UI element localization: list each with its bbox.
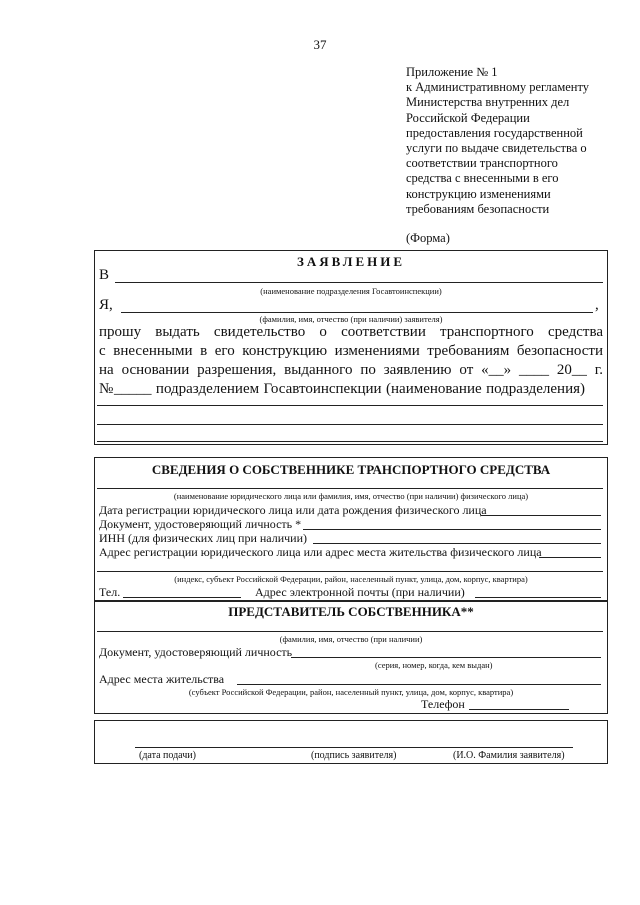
rep-phone-label: Телефон [421,697,465,711]
owner-reg-date-field[interactable] [481,515,601,516]
owner-section [94,457,608,602]
subdivision-field-line[interactable] [97,441,603,442]
rep-name-hint: (фамилия, имя, отчество (при наличии) [279,634,423,644]
owner-title: СВЕДЕНИЯ О СОБСТВЕННИКЕ ТРАНСПОРТНОГО СРЕДСТВА [151,462,551,477]
page-number: 37 [313,37,327,52]
rep-phone-field[interactable] [469,709,569,710]
appendix-line: средства с внесенными в его [406,171,559,186]
owner-phone-field[interactable] [123,597,241,598]
date-label: (дата подачи) [139,750,196,761]
representative-title: ПРЕДСТАВИТЕЛЬ СОБСТВЕННИКА** [228,604,474,619]
rep-residence-hint: (субъект Российской Федерации, район, населенный пункт, улица, дом, корпус, квартира) [188,687,514,697]
i-comma: , [595,297,599,313]
owner-name-hint: (наименование юридического лица или фамилия, имя, отчество (при наличии) физического лица) [173,491,529,501]
owner-address-field-2[interactable] [97,571,603,572]
body-line: с внесенными в его конструкцию изменениями требованиям безопасности [99,343,603,359]
name-label: (И.О. Фамилия заявителя) [453,750,565,761]
appendix-line: требованиям безопасности [406,201,550,216]
to-field[interactable] [115,282,603,283]
owner-email-field[interactable] [475,597,601,598]
application-title: ЗАЯВЛЕНИЕ [296,254,406,269]
body-line: на основании разрешения, выданного по заявлению от «__» ____ 20__ г. [99,362,603,378]
subdivision-field-line[interactable] [97,405,603,406]
appendix-line: услуги по выдаче свидетельства о [406,141,587,156]
appendix-line: Российской Федерации [406,110,530,125]
owner-inn-label: ИНН (для физических лиц при наличии) [99,531,308,545]
owner-email-label: Адрес электронной почты (при наличии) [255,585,465,599]
owner-inn-field[interactable] [313,543,601,544]
owner-name-field[interactable] [97,488,603,489]
owner-address-label: Адрес регистрации юридического лица или адрес места жительства физического лица [99,545,542,559]
rep-document-field[interactable] [291,657,601,658]
rep-name-field[interactable] [97,631,603,632]
form-label: (Форма) [406,231,450,246]
appendix-line: предоставления государственной [406,125,583,140]
appendix-line: Приложение № 1 [406,65,498,79]
appendix-line: к Административному регламенту [406,80,590,95]
owner-document-field[interactable] [303,529,601,530]
representative-section [94,600,608,714]
i-hint: (фамилия, имя, отчество (при наличии) заявителя) [259,314,443,324]
subdivision-field-line[interactable] [97,424,603,425]
owner-address-field[interactable] [539,557,601,558]
appendix-line: Министерства внутренних дел [406,95,570,110]
appendix-line: конструкцию изменениями [406,186,551,201]
owner-document-label: Документ, удостоверяющий личность * [99,517,302,531]
rep-residence-field[interactable] [237,684,601,685]
signature-section [94,720,608,764]
body-line: прошу выдать свидетельство о соответствии транспортного средства [99,324,603,340]
rep-document-label: Документ, удостоверяющий личность [99,645,293,659]
i-prefix: Я, [99,297,113,313]
signature-line[interactable] [135,747,573,748]
name-field[interactable] [121,312,593,313]
body-line: №_____ подразделением Госавтоинспекции (наименование подразделения) [99,381,585,397]
appendix-block [406,65,621,246]
owner-reg-date-label: Дата регистрации юридического лица или дата рождения физического лица [99,503,487,517]
appendix-line: соответствии транспортного [406,156,558,171]
owner-address-hint: (индекс, субъект Российской Федерации, район, населенный пункт, улица, дом, корпус, квартира) [174,574,528,584]
to-hint: (наименование подразделения Госавтоинспекции) [260,286,442,296]
rep-document-hint: (серия, номер, когда, кем выдан) [375,660,493,670]
application-section [94,250,608,445]
rep-residence-label: Адрес места жительства [99,672,225,686]
owner-phone-label: Тел. [99,585,121,599]
to-prefix: В [99,267,110,283]
sign-label: (подпись заявителя) [311,750,397,761]
